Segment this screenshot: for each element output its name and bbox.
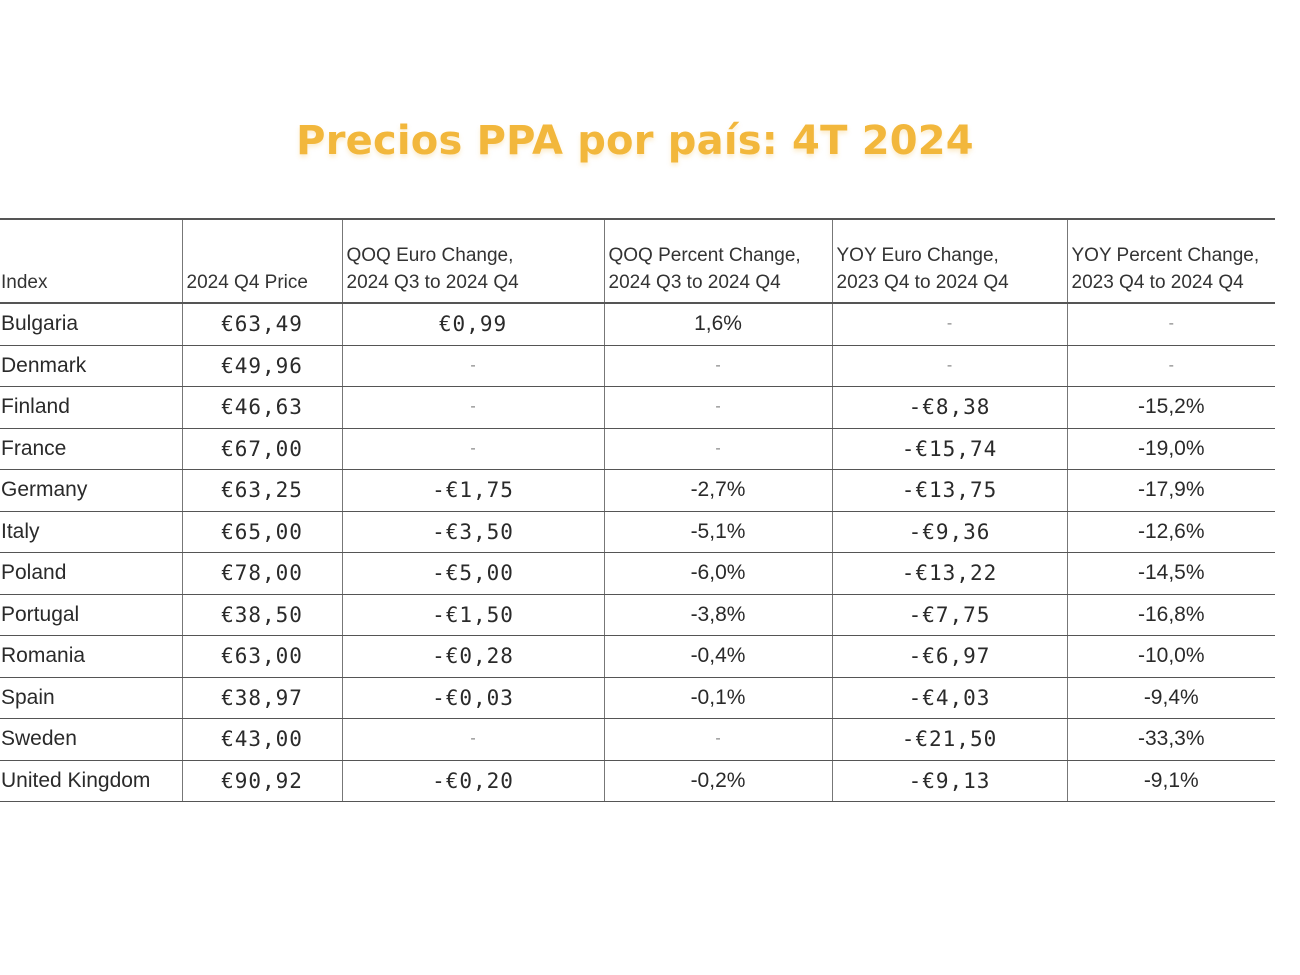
- table-row: [0, 470, 1275, 512]
- table-row: [0, 428, 1275, 470]
- column-header-line: YOY Percent Change,: [1071, 245, 1260, 266]
- yoy-percent-cell: -: [1067, 345, 1275, 387]
- table-row: [0, 594, 1275, 636]
- qoq-percent-cell: -: [604, 387, 832, 429]
- qoq-euro-cell: -: [342, 387, 604, 429]
- table-row: [0, 677, 1275, 719]
- price-cell: €63,00: [182, 636, 342, 678]
- price-header: [182, 219, 342, 303]
- index-header: [0, 219, 182, 303]
- column-header-line: 2024 Q4 Price: [186, 272, 308, 293]
- yoy-percent-cell: -10,0%: [1067, 636, 1275, 678]
- qoq-euro-cell: -€0,03: [342, 677, 604, 719]
- yoy-percent-cell: -15,2%: [1067, 387, 1275, 429]
- page-title: Precios PPA por país: 4T 2024: [296, 118, 974, 164]
- price-cell: €49,96: [182, 345, 342, 387]
- qoq-percent-cell: -0,2%: [604, 760, 832, 802]
- yoy-percent-cell: -12,6%: [1067, 511, 1275, 553]
- table-row: [0, 511, 1275, 553]
- table-header-row: [0, 219, 1275, 303]
- country-cell: France: [0, 428, 182, 470]
- column-header-line: YOY Euro Change,: [836, 245, 999, 266]
- country-cell: United Kingdom: [0, 760, 182, 802]
- table-row: [0, 387, 1275, 429]
- column-header-line: 2023 Q4 to 2024 Q4: [1071, 272, 1244, 293]
- country-cell: Denmark: [0, 345, 182, 387]
- yoy-percent-cell: -9,1%: [1067, 760, 1275, 802]
- yoy-euro-cell: -€9,36: [832, 511, 1067, 553]
- qoq-percent-cell: -6,0%: [604, 553, 832, 595]
- yoy-euro-cell: -€21,50: [832, 719, 1067, 761]
- yoy-euro-cell: -€13,22: [832, 553, 1067, 595]
- column-header-line: QOQ Percent Change,: [608, 245, 801, 266]
- qoq-euro-cell: -€3,50: [342, 511, 604, 553]
- yoy-euro-cell: -€4,03: [832, 677, 1067, 719]
- qoq-percent-cell: -5,1%: [604, 511, 832, 553]
- qoq-euro-cell: -€0,28: [342, 636, 604, 678]
- qoq-percent-cell: -: [604, 345, 832, 387]
- qoq-euro-cell: -€1,50: [342, 594, 604, 636]
- yoy-euro-cell: -: [832, 345, 1067, 387]
- table-row: [0, 719, 1275, 761]
- qoq-percent-cell: -2,7%: [604, 470, 832, 512]
- qoq-percent-cell: 1,6%: [604, 303, 832, 345]
- yoy-percent-header: [1067, 219, 1275, 303]
- yoy-percent-cell: -: [1067, 303, 1275, 345]
- table-row: [0, 303, 1275, 345]
- price-cell: €63,49: [182, 303, 342, 345]
- qoq-percent-cell: -0,1%: [604, 677, 832, 719]
- table-row: [0, 636, 1275, 678]
- yoy-euro-cell: -€15,74: [832, 428, 1067, 470]
- yoy-percent-cell: -14,5%: [1067, 553, 1275, 595]
- column-header-line: Index: [1, 272, 48, 293]
- yoy-percent-cell: -17,9%: [1067, 470, 1275, 512]
- column-header-line: 2023 Q4 to 2024 Q4: [836, 272, 1009, 293]
- qoq-euro-cell: -: [342, 719, 604, 761]
- yoy-percent-cell: -33,3%: [1067, 719, 1275, 761]
- qoq-euro-cell: -€1,75: [342, 470, 604, 512]
- yoy-euro-cell: -€13,75: [832, 470, 1067, 512]
- price-cell: €38,97: [182, 677, 342, 719]
- table-body: [0, 303, 1275, 802]
- country-cell: Bulgaria: [0, 303, 182, 345]
- yoy-euro-cell: -€7,75: [832, 594, 1067, 636]
- ppa-price-table: [0, 218, 1275, 802]
- price-cell: €67,00: [182, 428, 342, 470]
- qoq-euro-cell: €0,99: [342, 303, 604, 345]
- country-cell: Poland: [0, 553, 182, 595]
- qoq-euro-cell: -: [342, 345, 604, 387]
- yoy-percent-cell: -9,4%: [1067, 677, 1275, 719]
- qoq-euro-cell: -€0,20: [342, 760, 604, 802]
- table-row: [0, 345, 1275, 387]
- country-cell: Italy: [0, 511, 182, 553]
- qoq-percent-cell: -: [604, 719, 832, 761]
- price-cell: €65,00: [182, 511, 342, 553]
- price-cell: €63,25: [182, 470, 342, 512]
- yoy-euro-cell: -€6,97: [832, 636, 1067, 678]
- country-cell: Germany: [0, 470, 182, 512]
- country-cell: Romania: [0, 636, 182, 678]
- price-cell: €46,63: [182, 387, 342, 429]
- qoq-percent-cell: -0,4%: [604, 636, 832, 678]
- yoy-euro-cell: -€8,38: [832, 387, 1067, 429]
- qoq-percent-cell: -3,8%: [604, 594, 832, 636]
- yoy-percent-cell: -16,8%: [1067, 594, 1275, 636]
- price-cell: €78,00: [182, 553, 342, 595]
- qoq-euro-cell: -: [342, 428, 604, 470]
- table-row: [0, 553, 1275, 595]
- price-cell: €38,50: [182, 594, 342, 636]
- column-header-line: 2024 Q3 to 2024 Q4: [608, 272, 781, 293]
- price-cell: €43,00: [182, 719, 342, 761]
- table-row: [0, 760, 1275, 802]
- yoy-euro-header: [832, 219, 1067, 303]
- column-header-line: 2024 Q3 to 2024 Q4: [346, 272, 519, 293]
- qoq-euro-header: [342, 219, 604, 303]
- country-cell: Finland: [0, 387, 182, 429]
- qoq-percent-cell: -: [604, 428, 832, 470]
- qoq-euro-cell: -€5,00: [342, 553, 604, 595]
- price-cell: €90,92: [182, 760, 342, 802]
- country-cell: Portugal: [0, 594, 182, 636]
- country-cell: Spain: [0, 677, 182, 719]
- yoy-euro-cell: -: [832, 303, 1067, 345]
- column-header-line: QOQ Euro Change,: [346, 245, 514, 266]
- qoq-percent-header: [604, 219, 832, 303]
- yoy-percent-cell: -19,0%: [1067, 428, 1275, 470]
- yoy-euro-cell: -€9,13: [832, 760, 1067, 802]
- country-cell: Sweden: [0, 719, 182, 761]
